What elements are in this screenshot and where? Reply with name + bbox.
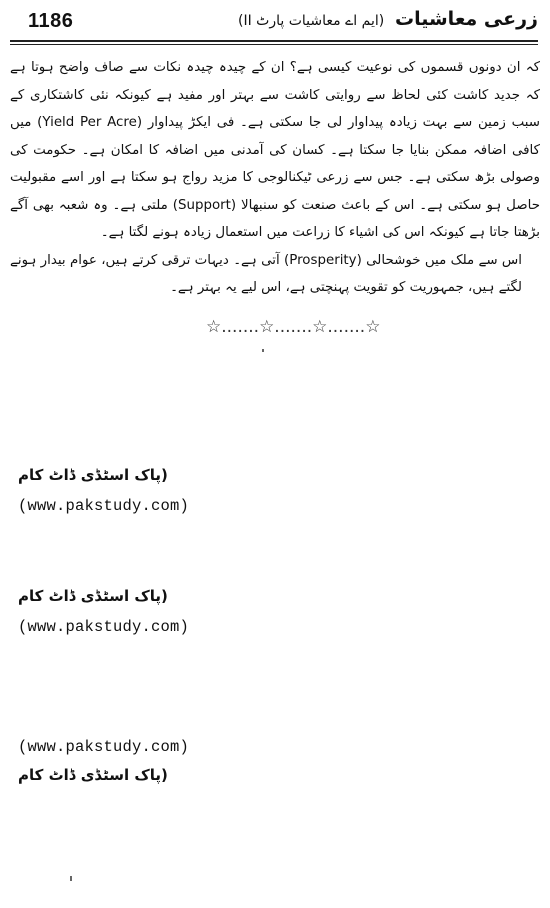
watermark-urdu-1: (پاک اسٹڈی ڈاٹ کام (18, 466, 168, 484)
watermark-url-2: (www.pakstudy.com) (18, 618, 190, 636)
paragraph-2: اس سے ملک میں خوشحالی (Prosperity) آتی ہے۔ دیہات ترقی کرتے ہیں، عوام بیدار ہونے لگتے ہیں، جمہوریت کو تقویت پہنچتی ہے، اس لیے یہ بہتر ہے۔ (10, 252, 522, 295)
body-text (10, 54, 540, 302)
watermark-urdu-3: (پاک اسٹڈی ڈاٹ کام (18, 766, 168, 784)
running-head (238, 8, 538, 30)
header-rule-thin (10, 44, 538, 45)
section-separator: ☆.......☆.......☆.......☆ (206, 317, 381, 337)
book-title: زرعی معاشیات (395, 8, 538, 30)
watermark-urdu-2: (پاک اسٹڈی ڈاٹ کام (18, 587, 168, 605)
page-header (10, 6, 540, 40)
book-subtitle: (ایم اے معاشیات پارٹ II) (237, 13, 385, 29)
paragraph-1: کہ ان دونوں قسموں کی نوعیت کیسی ہے؟ ان کے چیدہ چیدہ نکات سے صاف واضح ہوتا ہے کہ جدید کاشت کئی لحاظ سے روایتی کاشت سے بہتر اور مفید ہے کیونکہ نئی کاشتکاری کے سبب زمین سے بہت زیادہ پیداوار لی جا سکتی ہے۔ فی ایکڑ پیداوار (Yield Per Acre) میں کافی اضافہ ممکن بنایا جا سکتا ہے۔ کسان کی آمدنی میں اضافہ کا امکان ہے۔ حکومت کی وصولی بڑھ سکتی ہے۔ جس سے زرعی ٹیکنالوجی کا مزید رواج ہو سکتا ہے اور اسے مقبولیت حاصل ہو سکتی ہے۔ اس کے باعث صنعت کو سنبھالا (Support) ملتی ہے۔ وہ شعبہ بھی آگے بڑھتا جاتا ہے کیونکہ اس کی اشیاء کا زراعت میں استعمال زیادہ ہونے لگتا ہے۔ (10, 60, 540, 240)
header-rule-thick (10, 40, 538, 42)
scan-speck (262, 349, 264, 352)
watermark-url-3: (www.pakstudy.com) (18, 738, 190, 756)
page-number: 1186 (28, 10, 74, 32)
scan-speck (70, 876, 72, 881)
watermark-url-1: (www.pakstudy.com) (18, 497, 190, 515)
